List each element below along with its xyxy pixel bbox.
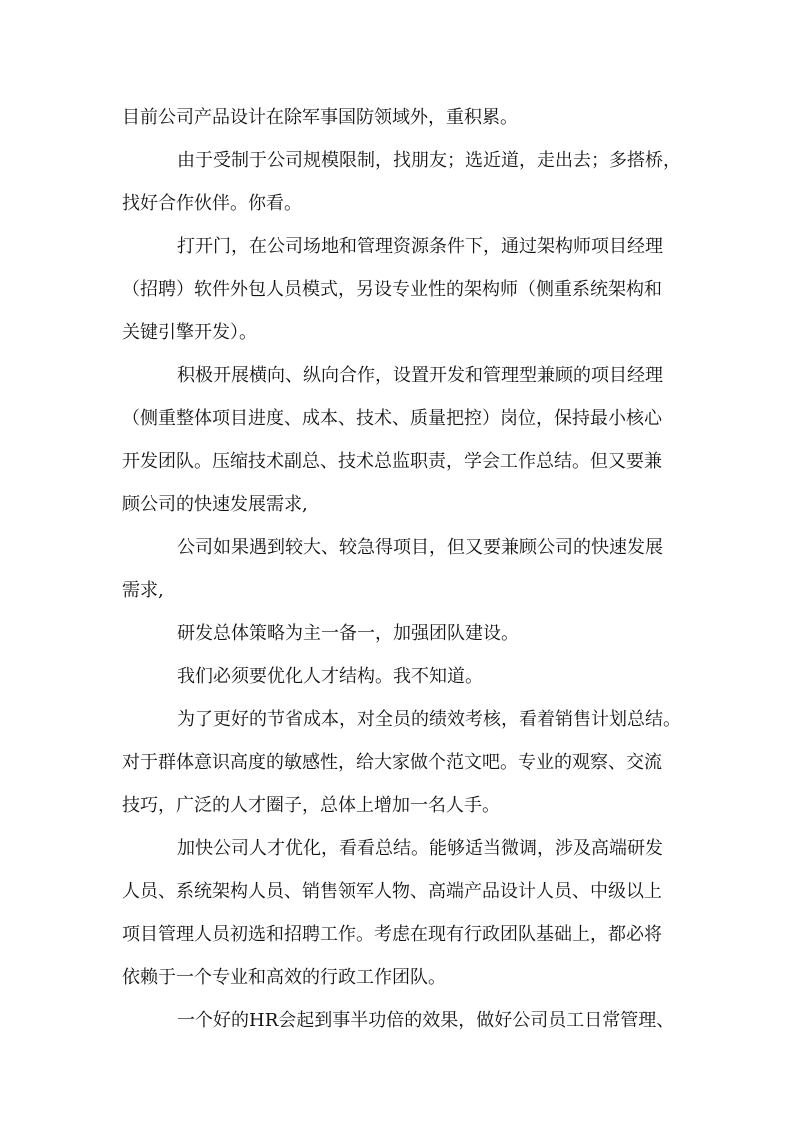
- text-line-4: 打开门，在公司场地和管理资源条件下，通过架构师项目经理: [177, 236, 663, 257]
- text-line-1: 目前公司产品设计在除军事国防领域外，重积累。: [122, 107, 518, 128]
- text-line-5: （招聘）软件外包人员模式，另设专业性的架构师（侧重系统架构和: [122, 279, 662, 300]
- text-line-12: 需求,: [122, 580, 164, 601]
- text-line-15: 为了更好的节省成本，对全员的绩效考核，看着销售计划总结。: [177, 709, 681, 730]
- text-line-18: 加快公司人才优化，看看总结。能够适当微调，涉及高端研发: [177, 838, 663, 859]
- text-line-22: 一个好的HR会起到事半功倍的效果，做好公司员工日常管理、: [177, 1010, 675, 1031]
- text-line-17: 技巧，广泛的人才圈子，总体上增加一名人手。: [122, 795, 500, 816]
- text-line-9: 开发团队。压缩技术副总、技术总监职责，学会工作总结。但又要兼: [122, 451, 662, 472]
- text-line-16: 对于群体意识高度的敏感性，给大家做个范文吧。专业的观察、交流: [122, 752, 662, 773]
- text-line-7: 积极开展横向、纵向合作，设置开发和管理型兼顾的项目经理: [177, 365, 663, 386]
- text-line-21: 依赖于一个专业和高效的行政工作团队。: [122, 967, 446, 988]
- text-line-8: （侧重整体项目进度、成本、技术、质量把控）岗位，保持最小核心: [122, 408, 662, 429]
- text-line-19: 人员、系统架构人员、销售领军人物、高端产品设计人员、中级以上: [122, 881, 662, 902]
- text-line-2: 由于受制于公司规模限制，找朋友；选近道，走出去；多搭桥，: [177, 150, 681, 171]
- text-line-11: 公司如果遇到较大、较急得项目，但又要兼顾公司的快速发展: [177, 537, 663, 558]
- text-line-6: 关键引擎开发）。: [122, 322, 257, 343]
- text-line-20: 项目管理人员初选和招聘工作。考虑在现有行政团队基础上，都必将: [122, 924, 662, 945]
- text-line-13: 研发总体策略为主一备一，加强团队建设。: [177, 623, 519, 644]
- text-line-14: 我们必须要优化人才结构。我不知道。: [177, 666, 483, 687]
- text-line-10: 顾公司的快速发展需求,: [122, 494, 308, 515]
- text-line-3: 找好合作伙伴。你看。: [122, 193, 302, 214]
